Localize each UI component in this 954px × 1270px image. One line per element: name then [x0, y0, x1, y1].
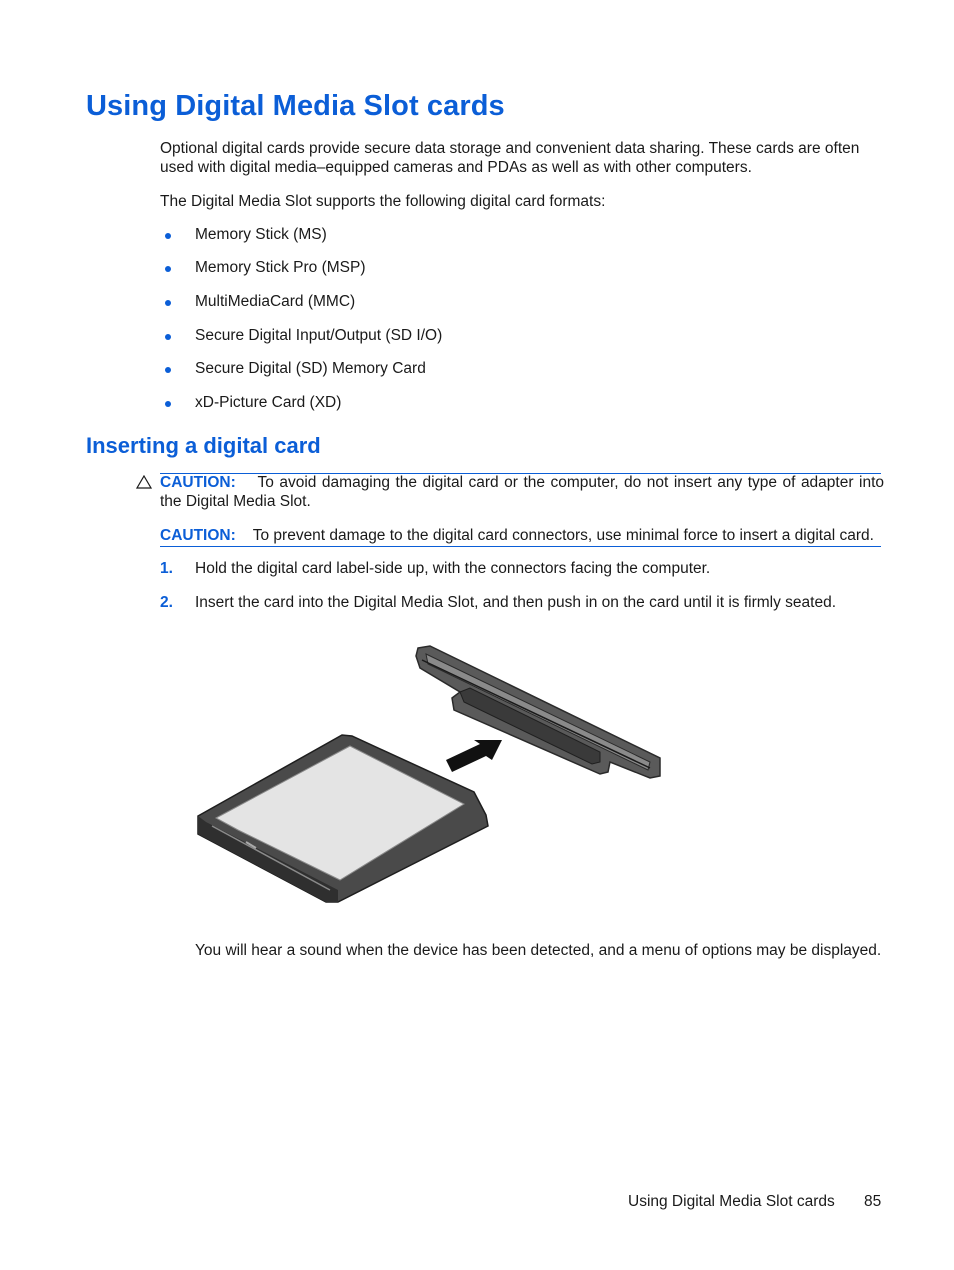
list-item: Memory Stick Pro (MSP): [195, 259, 366, 276]
caution-triangle-icon: [136, 475, 152, 489]
section-title: Inserting a digital card: [86, 433, 321, 458]
bullet-icon: [165, 233, 171, 239]
intro-paragraph: Optional digital cards provide secure data storage and convenient data sharing. These cards are often used with digital media–equipped cameras and PDAs as well as with other computers.: [160, 140, 860, 176]
bullet-icon: [165, 401, 171, 407]
list-item: MultiMediaCard (MMC): [195, 293, 356, 310]
card-insertion-illustration: [190, 640, 670, 915]
arrow-icon: [446, 740, 502, 772]
sd-card-icon: [198, 735, 488, 902]
formats-intro: The Digital Media Slot supports the following digital card formats:: [160, 193, 606, 210]
bullet-icon: [165, 334, 171, 340]
list-item: Secure Digital Input/Output (SD I/O): [195, 327, 443, 344]
bullet-icon: [165, 300, 171, 306]
caution-2: [160, 526, 884, 545]
caution-label: CAUTION:: [160, 527, 236, 544]
step-text: Hold the digital card label-side up, with the connectors facing the computer.: [195, 560, 711, 577]
caution-1: [160, 473, 884, 511]
step-number: 1.: [160, 560, 173, 577]
result-paragraph: You will hear a sound when the device has been detected, and a menu of options may be displayed.: [195, 942, 882, 959]
step-text: Insert the card into the Digital Media Slot, and then push in on the card until it is firmly seated.: [195, 594, 837, 611]
page-number: 85: [864, 1193, 882, 1210]
bullet-icon: [165, 367, 171, 373]
footer-section: Using Digital Media Slot cards: [628, 1193, 835, 1210]
page-title: Using Digital Media Slot cards: [86, 90, 505, 122]
caution-text: To avoid damaging the digital card or the computer, do not insert any type of adapter into the Digital Media Slot.: [160, 474, 884, 510]
caution-label: CAUTION:: [160, 474, 236, 491]
step-number: 2.: [160, 594, 173, 611]
list-item: xD-Picture Card (XD): [195, 394, 342, 411]
caution-text: To prevent damage to the digital card connectors, use minimal force to insert a digital card.: [252, 527, 874, 544]
list-item: Memory Stick (MS): [195, 226, 327, 243]
caution-underline: [160, 546, 881, 547]
bullet-icon: [165, 266, 171, 272]
list-item: Secure Digital (SD) Memory Card: [195, 360, 426, 377]
